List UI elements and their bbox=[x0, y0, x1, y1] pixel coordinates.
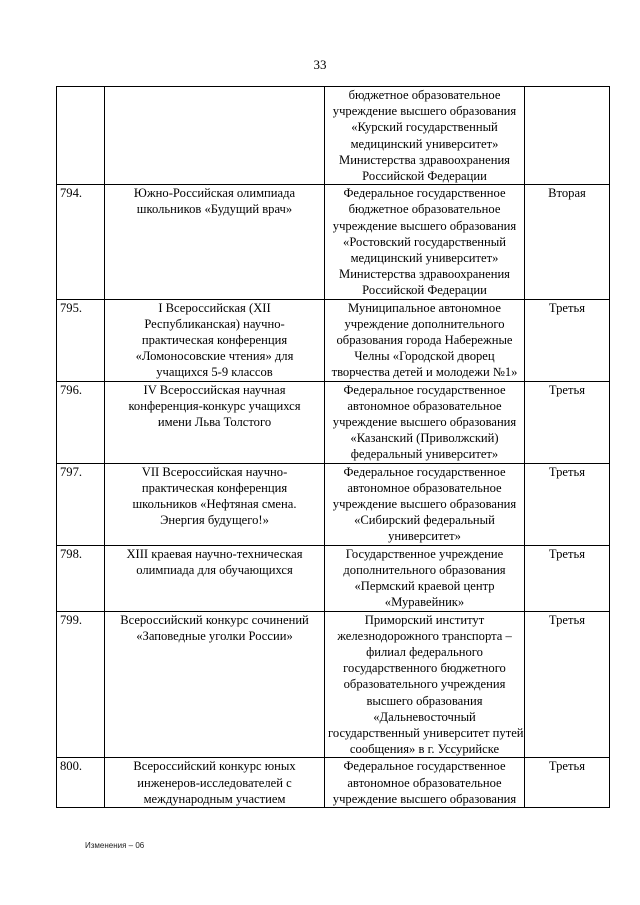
event-name-line: Энергия будущего!» bbox=[160, 513, 269, 528]
organizer-line: «Сибирский федеральный bbox=[354, 513, 495, 528]
organizer-line: учреждение высшего образования bbox=[332, 791, 517, 806]
event-name-line: Республиканская) научно- bbox=[144, 316, 285, 331]
organizer-line: «Муравейник» bbox=[384, 595, 465, 610]
organizer-line: образования города Набережные bbox=[336, 333, 513, 348]
level-cell: Третья bbox=[525, 381, 610, 463]
organizer-cell bbox=[325, 381, 525, 463]
organizer-line: учреждение высшего образования bbox=[332, 218, 517, 233]
event-name-cell bbox=[105, 463, 325, 545]
organizer-line: учреждение высшего образования bbox=[332, 104, 517, 119]
event-name-line: международным участием bbox=[143, 791, 286, 806]
level-cell: Третья bbox=[525, 299, 610, 381]
organizer-line: сообщения» в г. Уссурийске bbox=[349, 742, 500, 757]
organizer-line: федеральный университет» bbox=[350, 447, 499, 462]
organizer-line: государственного бюджетного bbox=[343, 661, 506, 676]
event-name-cell bbox=[105, 545, 325, 611]
organizer-line: «Курский государственный bbox=[351, 120, 498, 135]
organizer-line: университет» bbox=[388, 529, 461, 544]
level-cell: Третья bbox=[525, 611, 610, 758]
event-name-line: конференция-конкурс учащихся bbox=[128, 398, 301, 413]
event-name-line: инженеров-исследователей с bbox=[137, 775, 292, 790]
event-name-cell bbox=[105, 758, 325, 808]
table-body bbox=[57, 87, 610, 808]
organizer-line: учреждение высшего образования bbox=[332, 415, 517, 430]
footer-note: Изменения – 06 bbox=[85, 841, 145, 850]
event-name-line: Южно-Российская олимпиада bbox=[133, 186, 296, 201]
event-name-cell bbox=[105, 185, 325, 299]
table-row bbox=[57, 185, 610, 299]
organizer-line: государственный университет путей bbox=[328, 725, 524, 740]
event-name-cell bbox=[105, 299, 325, 381]
organizer-line: Приморский институт bbox=[364, 612, 485, 627]
row-number: 796. bbox=[57, 381, 105, 463]
organizer-line: дополнительного образования bbox=[343, 562, 506, 577]
event-name-line: XIII краевая научно-техническая bbox=[126, 546, 303, 561]
organizer-line: «Пермский краевой центр bbox=[354, 579, 495, 594]
organizer-line: автономное образовательное bbox=[347, 480, 502, 495]
level-cell bbox=[525, 87, 610, 185]
organizer-line: Государственное учреждение bbox=[345, 546, 504, 561]
table-row bbox=[57, 545, 610, 611]
organizer-line: автономное образовательное bbox=[347, 398, 502, 413]
row-number: 795. bbox=[57, 299, 105, 381]
organizer-line: бюджетное образовательное bbox=[348, 88, 501, 102]
organizer-cell bbox=[325, 545, 525, 611]
organizer-line: учреждение высшего образования bbox=[332, 497, 517, 512]
organizer-line: Муниципальное автономное bbox=[348, 300, 501, 315]
organizer-line: «Дальневосточный bbox=[373, 709, 476, 724]
organizer-line: «Ростовский государственный bbox=[343, 234, 506, 249]
organizer-line: медицинский университет» bbox=[350, 136, 499, 151]
olympiad-table bbox=[56, 86, 610, 808]
table-row bbox=[57, 758, 610, 808]
organizer-line: «Казанский (Приволжский) bbox=[350, 431, 499, 446]
event-name-line: I Всероссийская (XII bbox=[158, 300, 271, 315]
organizer-line: высшего образования bbox=[366, 693, 483, 708]
row-number: 799. bbox=[57, 611, 105, 758]
organizer-line: железнодорожного транспорта – bbox=[337, 628, 512, 643]
organizer-cell bbox=[325, 185, 525, 299]
organizer-line: образовательного учреждения bbox=[343, 677, 506, 692]
page-number: 33 bbox=[313, 57, 327, 72]
organizer-cell bbox=[325, 463, 525, 545]
event-name-line: школьников «Будущий врач» bbox=[136, 202, 293, 217]
level-cell: Третья bbox=[525, 758, 610, 808]
organizer-line: Челны «Городской дворец bbox=[354, 349, 495, 364]
event-name-line: «Ломоносовские чтения» для bbox=[135, 349, 294, 364]
organizer-line: Российской Федерации bbox=[362, 283, 487, 298]
table-row bbox=[57, 381, 610, 463]
event-name-line: практическая конференция bbox=[141, 333, 288, 348]
event-name-line: олимпиада для обучающихся bbox=[136, 562, 293, 577]
table-row bbox=[57, 87, 610, 185]
level-cell: Вторая bbox=[525, 185, 610, 299]
event-name-cell bbox=[105, 87, 325, 185]
organizer-line: Федеральное государственное bbox=[343, 759, 506, 774]
row-number: 800. bbox=[57, 758, 105, 808]
event-name-line: «Заповедные уголки России» bbox=[136, 628, 293, 643]
organizer-line: Федеральное государственное bbox=[343, 382, 506, 397]
event-name-line: IV Всероссийская научная bbox=[143, 382, 286, 397]
table-row bbox=[57, 463, 610, 545]
organizer-line: медицинский университет» bbox=[350, 251, 499, 266]
event-name-line: VII Всероссийская научно- bbox=[141, 464, 288, 479]
event-name-line: практическая конференция bbox=[141, 480, 288, 495]
event-name-line: школьников «Нефтяная смена. bbox=[132, 497, 297, 512]
level-cell: Третья bbox=[525, 463, 610, 545]
row-number bbox=[57, 87, 105, 185]
organizer-cell bbox=[325, 299, 525, 381]
organizer-cell bbox=[325, 758, 525, 808]
organizer-cell bbox=[325, 611, 525, 758]
event-name-cell bbox=[105, 611, 325, 758]
organizer-line: Российской Федерации bbox=[362, 169, 487, 184]
organizer-line: филиал федерального bbox=[366, 644, 483, 659]
event-name-cell bbox=[105, 381, 325, 463]
event-name-line: имени Льва Толстого bbox=[157, 415, 272, 430]
level-cell: Третья bbox=[525, 545, 610, 611]
event-name-line: Всероссийский конкурс юных bbox=[133, 759, 296, 774]
organizer-line: Федеральное государственное bbox=[343, 464, 506, 479]
organizer-line: бюджетное образовательное bbox=[348, 202, 501, 217]
organizer-line: Министерства здравоохранения bbox=[339, 152, 510, 167]
organizer-line: автономное образовательное bbox=[347, 775, 502, 790]
row-number: 797. bbox=[57, 463, 105, 545]
row-number: 798. bbox=[57, 545, 105, 611]
table-row bbox=[57, 611, 610, 758]
organizer-line: творчества детей и молодежи №1» bbox=[331, 365, 518, 380]
organizer-line: Федеральное государственное bbox=[343, 186, 506, 201]
organizer-line: Министерства здравоохранения bbox=[339, 267, 510, 282]
organizer-line: учреждение дополнительного bbox=[344, 316, 505, 331]
organizer-cell bbox=[325, 87, 525, 185]
table-row bbox=[57, 299, 610, 381]
row-number: 794. bbox=[57, 185, 105, 299]
event-name-line: учащихся 5-9 классов bbox=[156, 365, 273, 380]
event-name-line: Всероссийский конкурс сочинений bbox=[120, 612, 309, 627]
